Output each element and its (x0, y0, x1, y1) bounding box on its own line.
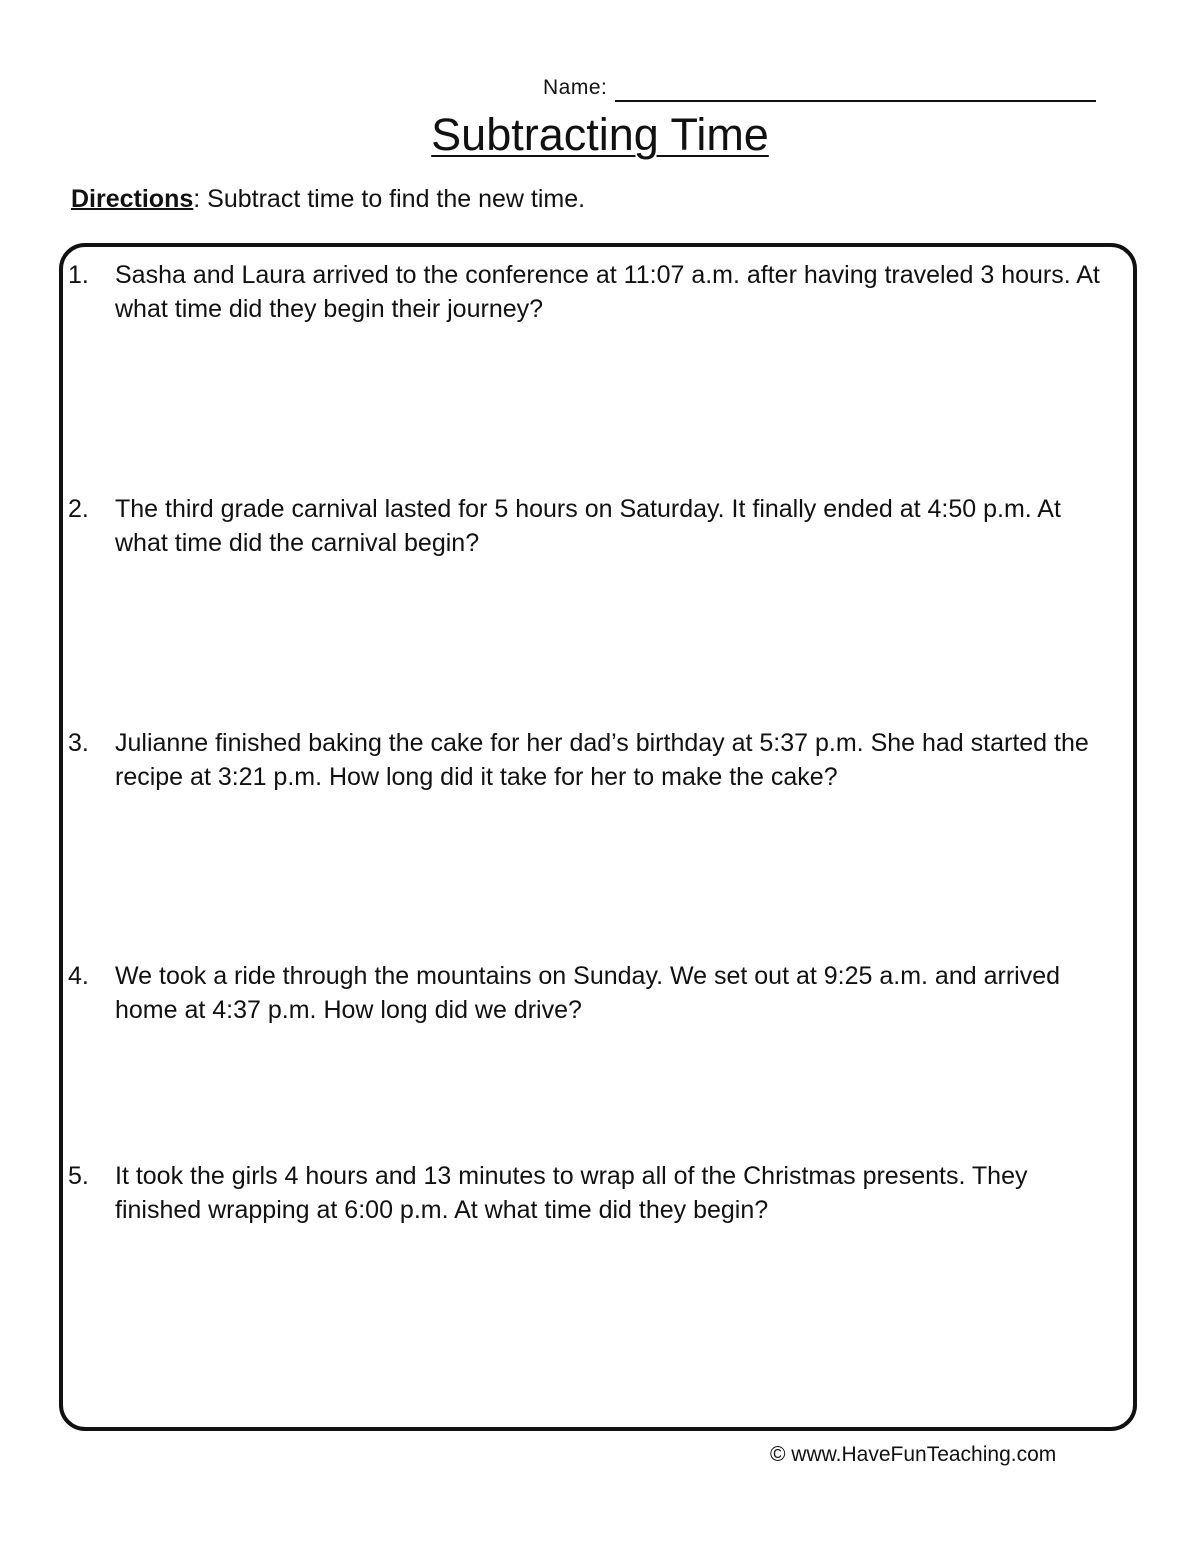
name-row (543, 72, 1096, 102)
question-number: 3. (68, 729, 89, 757)
directions-text: : Subtract time to find the new time. (193, 185, 586, 213)
question-text: Sasha and Laura arrived to the conference at 11:07 a.m. after having traveled 3 hours. At what time did they begin their journey? (115, 261, 1100, 323)
question-number: 1. (68, 261, 89, 289)
question-text: The third grade carnival lasted for 5 hours on Saturday. It finally ended at 4:50 p.m. At what time did the carnival begin? (115, 495, 1061, 557)
question-number: 2. (68, 495, 89, 523)
question-number: 5. (68, 1162, 89, 1190)
question-text: Julianne finished baking the cake for her dad’s birthday at 5:37 p.m. She had started the recipe at 3:21 p.m. How long did it take for her to make the cake? (115, 729, 1089, 791)
question-number: 4. (68, 962, 89, 990)
question-3 (68, 726, 1118, 794)
copyright-footer: © www.HaveFunTeaching.com (770, 1443, 1057, 1466)
question-text: It took the girls 4 hours and 13 minutes to wrap all of the Christmas presents. They finished wrapping at 6:00 p.m. At what time did they begin? (115, 1162, 1028, 1224)
question-4 (68, 959, 1118, 1027)
question-1 (68, 258, 1118, 326)
question-5 (68, 1159, 1118, 1227)
question-text: We took a ride through the mountains on Sunday. We set out at 9:25 a.m. and arrived home at 4:37 p.m. How long did we drive? (115, 962, 1061, 1024)
worksheet-title-text: Subtracting Time (431, 109, 769, 160)
questions-box (59, 243, 1137, 1431)
name-field-line[interactable] (615, 76, 1096, 102)
question-2 (68, 492, 1118, 560)
directions-label: Directions (71, 185, 194, 213)
worksheet-title (0, 110, 1200, 160)
name-label: Name: (543, 76, 608, 99)
directions (71, 184, 585, 214)
